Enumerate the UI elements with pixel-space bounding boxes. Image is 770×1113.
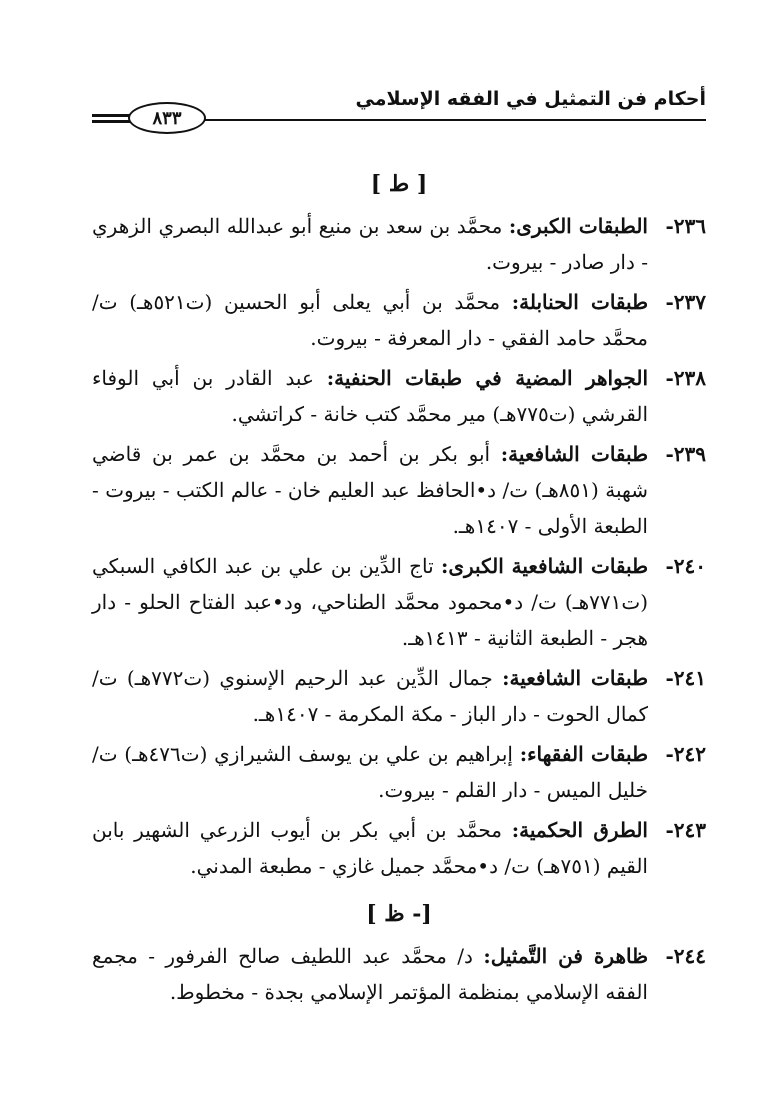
entry-body [92,736,648,808]
entry-body [92,660,648,732]
entry-text: محمَّد بن أبي يعلى أبو الحسين (ت٥٢١هـ) ت/ محمَّد حامد الفقي - دار المعرفة - بيروت. [92,290,648,350]
bib-entry [92,660,706,732]
header-rule [202,119,706,121]
bib-entry [92,360,706,432]
section-heading-za: [- ظ ] [366,901,432,927]
entry-body [92,360,648,432]
entry-body [92,284,648,356]
entry-number: ٢٣٩- [665,442,706,466]
entry-text: د/ محمَّد عبد اللطيف صالح الفرفور - مجمع الفقه الإسلامي بمنظمة المؤتمر الإسلامي بجدة - مخطوط. [92,944,648,1004]
entry-title: ظاهرة فن التَّمثيل: [483,944,648,968]
entry-body [92,436,648,544]
entry-text: إبراهيم بن علي بن يوسف الشيرازي (ت٤٧٦هـ) ت/خليل الميس - دار القلم - بيروت. [92,742,648,802]
bib-entry [92,938,706,1010]
entry-title: طبقات الشافعية: [502,666,648,690]
entry-text: عبد القادر بن أبي الوفاء القرشي (ت٧٧٥هـ) مير محمَّد كتب خانة - كراتشي. [92,366,648,426]
bib-entry [92,812,706,884]
entry-text: أبو بكر بن أحمد بن محمَّد بن عمر بن قاضي شهبة (٨٥١هـ) ت/ د•الحافظ عبد العليم خان - عالم الكتب - بيروت - الطبعة الأولى - ١٤٠٧هـ. [92,442,648,538]
entry-text: تاج الدِّين بن علي بن عبد الكافي السبكي (ت٧٧١هـ) ت/ د•محمود محمَّد الطناحي، ود•عبد الفتاح الحلو - دار هجر - الطبعة الثانية - ١٤١٣هـ. [92,554,648,650]
header-rule-double-bottom [92,120,130,123]
bib-entry [92,548,706,656]
entry-number: ٢٣٨- [665,366,706,390]
entry-title: الطبقات الكبرى: [508,214,648,238]
entry-number: ٢٣٦- [665,214,706,238]
bib-entry [92,736,706,808]
entry-number: ٢٤٢- [665,742,706,766]
entry-title: طبقات الفقهاء: [519,742,648,766]
header-rule-double-top [92,114,130,117]
bib-entry [92,284,706,356]
entry-number: ٢٤٣- [665,818,706,842]
entry-body [92,938,648,1010]
page-number: ٨٣٣ [152,107,182,129]
entry-body [92,208,648,280]
entry-title: طبقات الحنابلة: [511,290,648,314]
entry-body [92,548,648,656]
bibliography-content [92,160,706,1014]
page-number-badge [128,102,206,134]
entry-body [92,812,648,884]
entry-text: محمَّد بن أبي بكر بن أيوب الزرعي الشهير بابن القيم (٧٥١هـ) ت/ د•محمَّد جميل غازي - مطبعة المدني. [92,818,648,878]
running-title: أحكام فن التمثيل في الفقه الإسلامي [355,88,706,110]
entry-title: الطرق الحكمية: [511,818,648,842]
entry-number: ٢٤٠- [665,554,706,578]
entry-title: الجواهر المضية في طبقات الحنفية: [326,366,648,390]
bib-entry [92,436,706,544]
entry-number: ٢٣٧- [665,290,706,314]
page-header [92,82,706,132]
entry-text: جمال الدِّين عبد الرحيم الإسنوي (ت٧٧٢هـ) ت/ كمال الحوت - دار الباز - مكة المكرمة - ١٤٠٧هـ. [92,666,648,726]
entry-number: ٢٤١- [665,666,706,690]
entry-number: ٢٤٤- [665,944,706,968]
section-heading-ta: [ ط ] [370,171,428,197]
entry-text: محمَّد بن سعد بن منيع أبو عبدالله البصري الزهري - دار صادر - بيروت. [92,214,648,274]
entry-title: طبقات الشافعية: [500,442,648,466]
bib-entry [92,208,706,280]
entry-title: طبقات الشافعية الكبرى: [440,554,649,578]
